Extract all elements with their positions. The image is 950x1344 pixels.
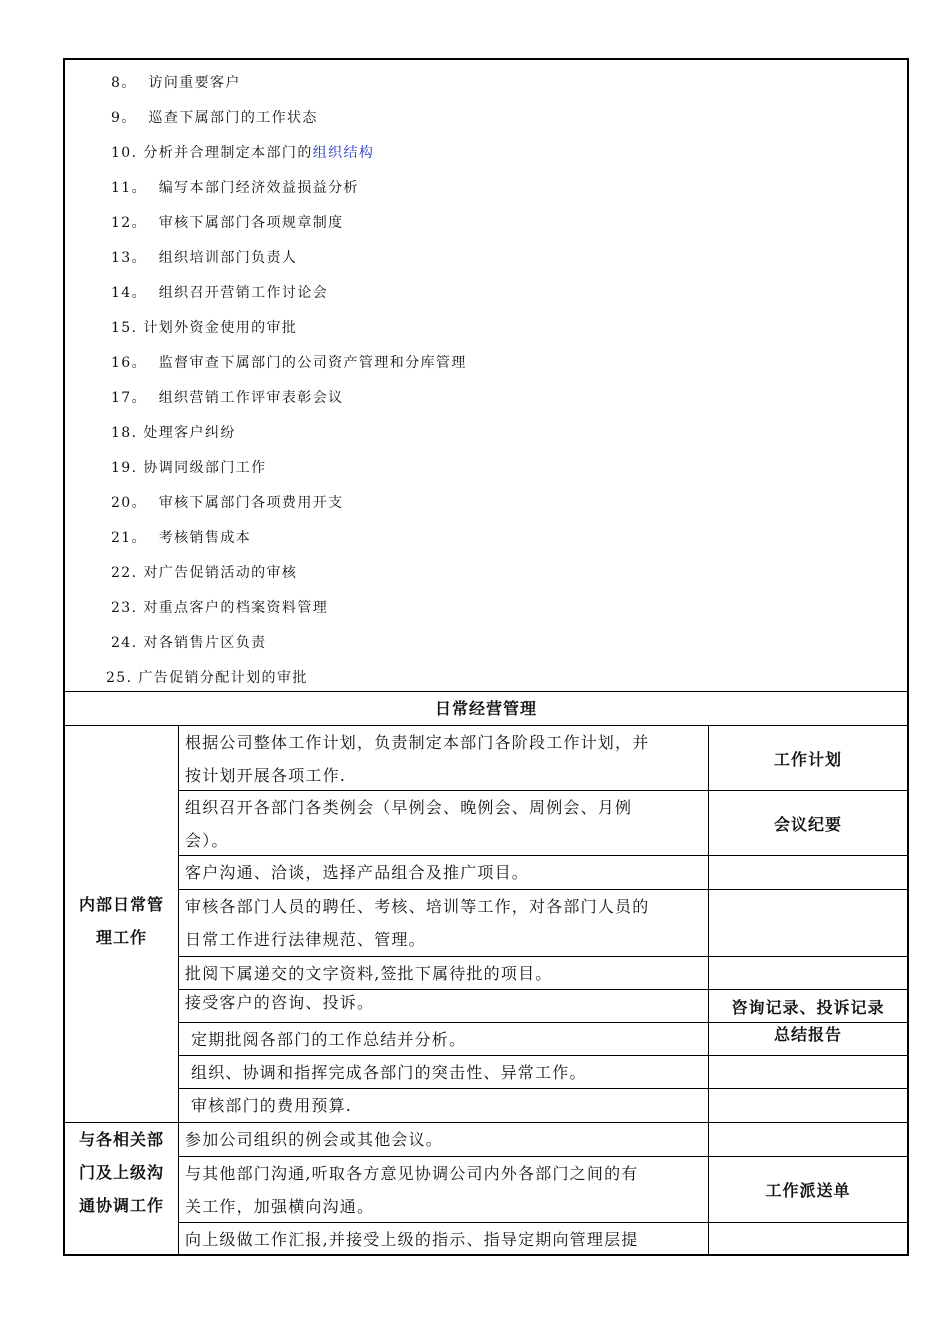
section-title: 日常经营管理 (434, 699, 537, 718)
task-output: 工作计划 (773, 749, 842, 769)
task-description: 组织召开各部门各类例会（早例会、晚例会、周例会、月例 会）。 (185, 798, 633, 850)
task-output (709, 890, 907, 956)
list-item: 21。 考核销售成本 (111, 530, 252, 546)
task-output (709, 1223, 907, 1256)
org-structure-link[interactable]: 组织结构 (312, 145, 375, 161)
task-output: 会议纪要 (773, 814, 842, 834)
list-item: 15. 计划外资金使用的审批 (111, 320, 298, 336)
task-output (709, 1056, 907, 1088)
list-item: 9。 巡查下属部门的工作状态 (111, 110, 318, 126)
task-output (709, 856, 907, 889)
list-item: 8。 访问重要客户 (111, 75, 241, 91)
list-item: 19. 协调同级部门工作 (111, 460, 267, 476)
list-item: 24. 对各销售片区负责 (111, 635, 267, 651)
task-description: 审核部门的费用预算. (191, 1096, 353, 1115)
task-description: 组织、协调和指挥完成各部门的突击性、异常工作。 (191, 1063, 587, 1082)
list-item: 12。 审核下属部门各项规章制度 (111, 215, 344, 231)
task-description: 与其他部门沟通,听取各方意见协调公司内外各部门之间的有 关工作，加强横向沟通。 (185, 1164, 639, 1216)
category-cell (65, 888, 178, 958)
list-item: 14。 组织召开营销工作讨论会 (111, 285, 329, 301)
category-line: 通协调工作 (78, 1196, 164, 1215)
category-cell (65, 1123, 178, 1227)
task-description: 参加公司组织的例会或其他会议。 (185, 1130, 444, 1149)
list-item: 20。 审核下属部门各项费用开支 (111, 495, 344, 511)
list-item: 23. 对重点客户的档案资料管理 (111, 600, 329, 616)
list-item: 11。 编写本部门经济效益损益分析 (111, 180, 359, 196)
task-description: 向上级做工作汇报,并接受上级的指示、指导定期向管理层提 (185, 1230, 639, 1249)
list-item: 16。 监督审查下属部门的公司资产管理和分库管理 (111, 355, 467, 371)
document-page (63, 58, 909, 1256)
list-item: 13。 组织培训部门负责人 (111, 250, 298, 266)
task-description: 审核各部门人员的聘任、考核、培训等工作，对各部门人员的 日常工作进行法律规范、管理。 (185, 897, 650, 949)
task-description: 批阅下属递交的文字资料,签批下属待批的项目。 (185, 964, 553, 983)
list-item: 10. 分析并合理制定本部门的组织结构 (111, 145, 375, 161)
task-output: 工作派送单 (765, 1181, 851, 1200)
category-line: 门及上级沟 (78, 1163, 164, 1182)
task-description: 定期批阅各部门的工作总结并分析。 (191, 1030, 467, 1049)
category-line: 理工作 (95, 928, 147, 947)
category-line: 与各相关部 (78, 1130, 164, 1149)
task-description: 客户沟通、洽谈，选择产品组合及推广项目。 (185, 863, 530, 882)
task-output: 总结报告 (773, 1024, 842, 1044)
list-item: 22. 对广告促销活动的审核 (111, 565, 298, 581)
task-description: 接受客户的咨询、投诉。 (185, 993, 375, 1012)
list-item: 25. 广告促销分配计划的审批 (106, 670, 308, 686)
category-line: 内部日常管 (78, 895, 164, 914)
list-item: 17。 组织营销工作评审表彰会议 (111, 390, 344, 406)
task-output (709, 957, 907, 989)
list-item: 18. 处理客户纠纷 (111, 425, 236, 441)
task-output: 咨询记录、投诉记录 (731, 997, 885, 1017)
task-output (709, 1123, 907, 1156)
duty-list (65, 60, 907, 692)
task-description: 根据公司整体工作计划，负责制定本部门各阶段工作计划，并 按计划开展各项工作. (185, 733, 650, 785)
task-output (709, 1089, 907, 1122)
